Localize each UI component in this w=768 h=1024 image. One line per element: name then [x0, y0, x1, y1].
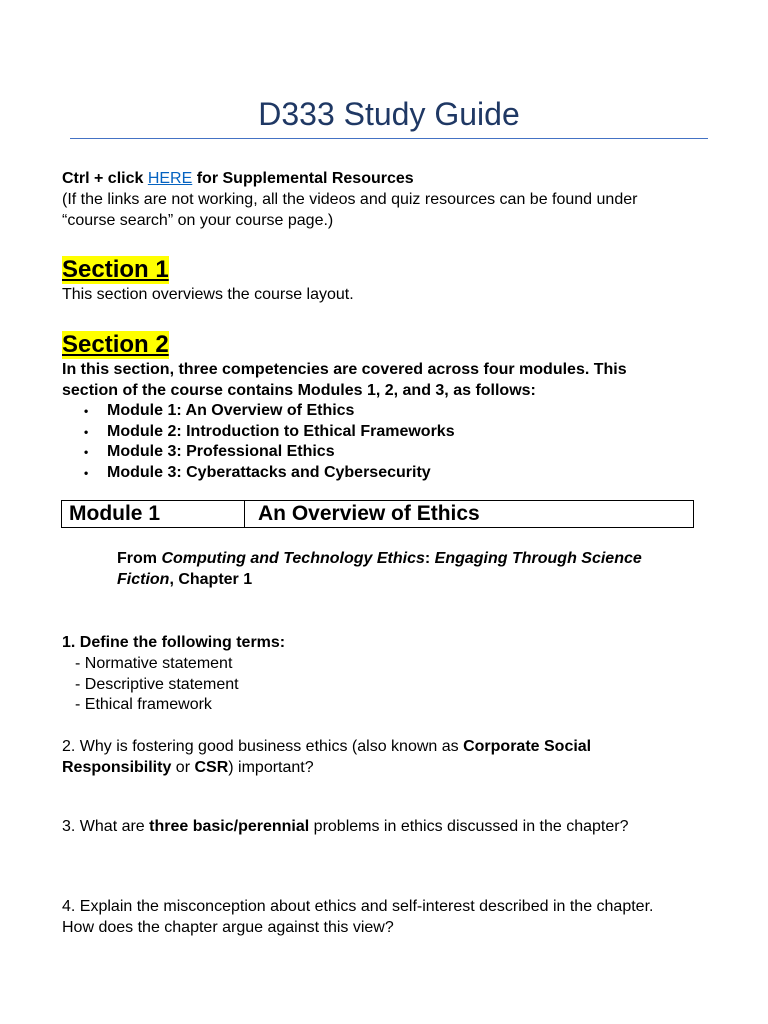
colon-separator: :	[424, 550, 435, 567]
section1-text: This section overviews the course layout.	[62, 286, 354, 303]
links-note-line2: “course search” on your course page.)	[62, 211, 334, 229]
bullet-icon: •	[84, 465, 89, 480]
module-list-item-label: Module 3: Cyberattacks and Cybersecurity	[107, 463, 431, 481]
links-note-line1: (If the links are not working, all the videos and quiz resources can be found under	[62, 191, 638, 208]
reading-source	[117, 549, 717, 590]
section2-text-line2: section of the course contains Modules 1, 2, and 3, as follows:	[62, 381, 536, 399]
question-2-line1	[62, 737, 722, 758]
here-link[interactable]: HERE	[147, 170, 193, 187]
list-item: - Normative statement	[75, 655, 233, 672]
reading-source-line1	[117, 549, 717, 570]
question-2	[62, 737, 722, 778]
bullet-icon: •	[84, 404, 89, 418]
chapter-label: , Chapter 1	[169, 570, 253, 588]
supplemental-resources-label: for Supplemental Resources	[192, 170, 414, 187]
module-list-item-label: Module 3: Professional Ethics	[107, 443, 335, 461]
question-3-end: problems in ethics discussed in the chapter?	[309, 818, 629, 835]
title-divider	[70, 138, 708, 139]
book-subtitle-part2: Fiction	[117, 570, 170, 588]
supplemental-resources-line	[62, 169, 722, 190]
module-list	[62, 401, 455, 483]
question-2-text: 2. Why is fostering good business ethics (also known as	[62, 738, 464, 755]
module-table	[61, 500, 694, 528]
question-4-line1: 4. Explain the misconception about ethics and self-interest described in the chapter.	[62, 898, 654, 915]
section1-heading: Section 1	[62, 256, 169, 283]
list-item	[62, 442, 455, 463]
list-item	[62, 401, 455, 422]
question-2-term-csr-full: Corporate Social	[463, 738, 592, 755]
module-list-item-label: Module 1: An Overview of Ethics	[107, 402, 355, 419]
list-item: - Descriptive statement	[75, 675, 239, 693]
ctrl-click-label: Ctrl + click	[62, 170, 148, 187]
bullet-icon: •	[84, 424, 89, 439]
module-name-cell: An Overview of Ethics	[258, 502, 480, 525]
section2-text	[62, 360, 722, 401]
question-2-line2	[62, 758, 722, 779]
section2-text-line1: In this section, three competencies are covered across four modules. This	[62, 361, 627, 378]
question-2-term-responsibility: Responsibility	[62, 758, 172, 776]
question-3	[62, 817, 722, 838]
question-1-prompt: 1. Define the following terms:	[62, 634, 286, 651]
from-label: From	[117, 550, 162, 567]
module-number-cell: Module 1	[62, 501, 245, 527]
section2-heading: Section 2	[62, 331, 169, 358]
question-3-text: 3. What are	[62, 818, 150, 835]
question-2-end: ) important?	[228, 758, 314, 776]
book-title: Computing and Technology Ethics	[161, 550, 425, 567]
bullet-icon: •	[84, 445, 89, 460]
question-3-emphasis: three basic/perennial	[149, 818, 310, 835]
module-list-item-label: Module 2: Introduction to Ethical Frameworks	[107, 422, 455, 440]
document-title: D333 Study Guide	[258, 96, 520, 132]
reading-source-line2	[117, 570, 717, 591]
list-item	[62, 463, 455, 484]
question-2-term-csr: CSR	[194, 758, 229, 776]
links-note	[62, 190, 722, 231]
question-4-line2: How does the chapter argue against this view?	[62, 918, 394, 936]
question-4	[62, 897, 722, 938]
question-1-terms	[75, 654, 239, 716]
question-2-or: or	[171, 758, 195, 776]
book-subtitle-part1: Engaging Through Science	[434, 550, 642, 567]
list-item: - Ethical framework	[75, 696, 212, 714]
list-item	[62, 422, 455, 443]
